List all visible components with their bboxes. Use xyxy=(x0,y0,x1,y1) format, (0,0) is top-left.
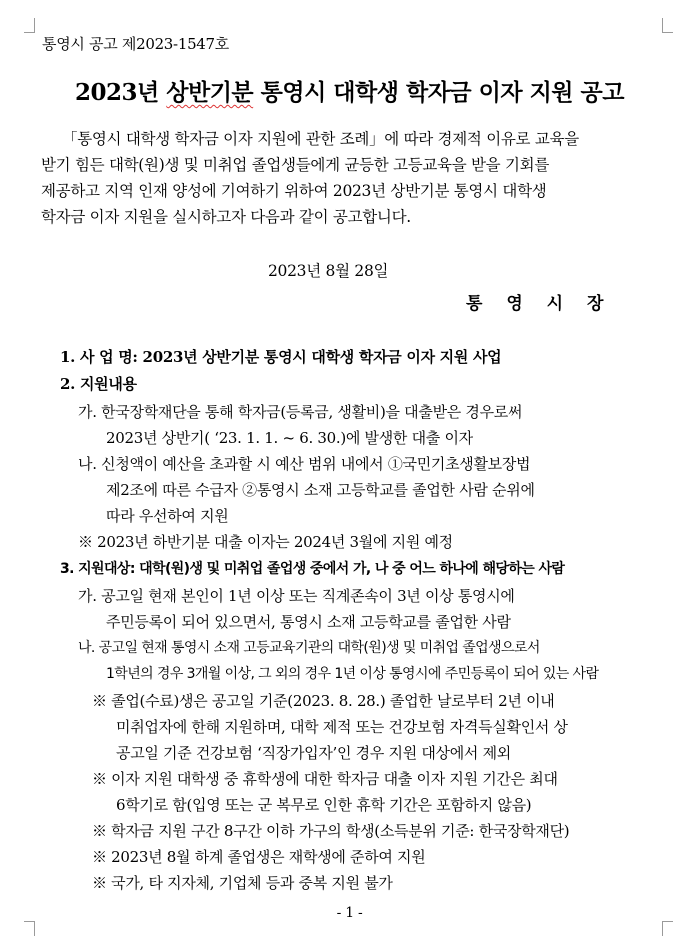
section-1-project-name: 1. 사 업 명: 2023년 상반기분 통영시 대학생 학자금 이자 지원 사업 xyxy=(60,348,502,366)
note-2-line-2: 6학기로 함(입영 또는 군 복무로 인한 휴학 기간은 포함하지 않음) xyxy=(116,796,532,814)
s2-item-na-line-3: 따라 우선하여 지원 xyxy=(106,507,229,525)
s3-item-ga-line-2: 주민등록이 되어 있으면서, 통영시 소재 고등학교를 졸업한 사람 xyxy=(106,613,511,631)
s3-item-ga-line-1: 가. 공고일 현재 본인이 1년 이상 또는 직계존속이 3년 이상 통영시에 xyxy=(78,587,515,605)
note-2-line-1: ※ 이자 지원 대학생 중 휴학생에 대한 학자금 대출 이자 지원 기간은 최대 xyxy=(92,770,558,788)
note-5: ※ 국가, 타 지자체, 기업체 등과 중복 지원 불가 xyxy=(92,874,393,892)
section-3-heading: 3. 지원대상: 대학(원)생 및 미취업 졸업생 중에서 가, 나 중 어느 하나에 해당하는 사람 xyxy=(60,561,565,577)
section-2-heading: 2. 지원내용 xyxy=(60,375,137,393)
s2-item-na-line-1: 나. 신청액이 예산을 초과할 시 예산 범위 내에서 ①국민기초생활보장법 xyxy=(78,455,531,473)
note-1-line-3: 공고일 기준 건강보험 ‘직장가입자’인 경우 지원 대상에서 제외 xyxy=(116,744,511,762)
intro-line-2: 받기 힘든 대학(원)생 및 미취업 졸업생들에게 균등한 고등교육을 받을 기회를 xyxy=(41,156,550,174)
note-1-line-2: 미취업자에 한해 지원하며, 대학 제적 또는 건강보험 자격득실확인서 상 xyxy=(116,718,568,736)
note-1-line-1: ※ 졸업(수료)생은 공고일 기준(2023. 8. 28.) 졸업한 날로부터 2년 이내 xyxy=(92,692,555,710)
page-number: - 1 - xyxy=(336,905,363,921)
s2-item-na-line-2: 제2조에 따른 수급자 ②통영시 소재 고등학교를 졸업한 사람 순위에 xyxy=(106,481,535,499)
s2-item-ga-line-2: 2023년 상반기( ‘23. 1. 1. ~ 6. 30.)에 발생한 대출 이자 xyxy=(106,429,473,447)
crop-mark-top-right xyxy=(662,18,673,33)
crop-mark-top-left xyxy=(24,18,35,33)
s3-item-na-line-2: 1학년의 경우 3개월 이상, 그 외의 경우 1년 이상 통영시에 주민등록이 되어 있는 사람 xyxy=(106,666,599,682)
s2-note: ※ 2023년 하반기분 대출 이자는 2024년 3월에 지원 예정 xyxy=(78,533,453,551)
notice-number: 통영시 공고 제2023-1547호 xyxy=(42,35,229,53)
notice-date: 2023년 8월 28일 xyxy=(268,262,389,280)
intro-line-1: 「통영시 대학생 학자금 이자 지원에 관한 조례」에 따라 경제적 이유로 교육을 xyxy=(62,130,579,148)
note-4: ※ 2023년 8월 하계 졸업생은 재학생에 준하여 지원 xyxy=(92,848,426,866)
title-underlined: 상반기분 xyxy=(166,79,254,106)
s3-item-na-line-1: 나. 공고일 현재 통영시 소재 고등교육기관의 대학(원)생 및 미취업 졸업생으로서 xyxy=(78,640,540,656)
issuer-signature: 통 영 시 장 xyxy=(466,294,606,314)
intro-line-4: 학자금 이자 지원을 실시하고자 다음과 같이 공고합니다. xyxy=(41,208,411,226)
s2-item-ga-line-1: 가. 한국장학재단을 통해 학자금(등록금, 생활비)을 대출받은 경우로써 xyxy=(78,403,523,421)
note-3: ※ 학자금 지원 구간 8구간 이하 가구의 학생(소득분위 기준: 한국장학재단) xyxy=(92,822,570,840)
title-post: 통영시 대학생 학자금 이자 지원 공고 xyxy=(253,79,624,106)
title-pre: 2023년 xyxy=(75,79,167,106)
page-title xyxy=(0,74,699,107)
crop-mark-bottom-left xyxy=(24,921,35,936)
crop-mark-bottom-right xyxy=(662,921,673,936)
intro-line-3: 제공하고 지역 인재 양성에 기여하기 위하여 2023년 상반기분 통영시 대학생 xyxy=(41,182,547,200)
